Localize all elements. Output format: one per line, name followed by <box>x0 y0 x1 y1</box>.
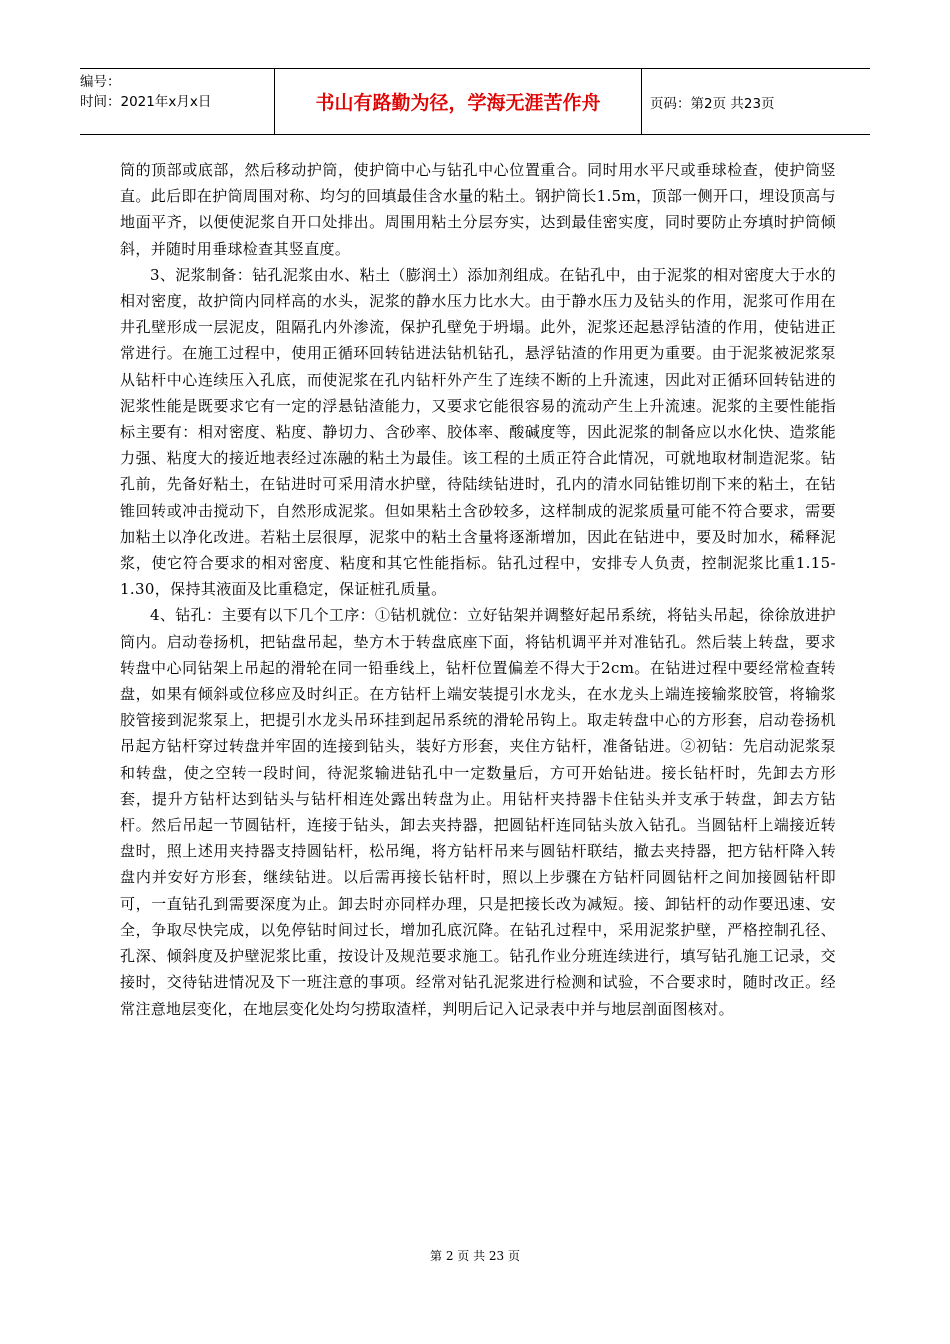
paragraph-mud-preparation: 3、泥浆制备：钻孔泥浆由水、粘土（膨润土）添加剂组成。在钻孔中，由于泥浆的相对密度大于水的相对密度，故护筒内同样高的水头，泥浆的静水压力比水大。由于静水压力及钻头的作用，泥浆可作用在井孔壁形成一层泥皮，阻隔孔内外渗流，保护孔壁免于坍塌。此外，泥浆还起悬浮钻渣的作用，使钻进正常进行。在施工过程中，使用正循环回转钻进法钻机钻孔，悬浮钻渣的作用更为重要。由于泥浆被泥浆泵从钻杆中心连续压入孔底，而使泥浆在孔内钻杆外产生了连续不断的上升流速，因此对正循环回转钻进的泥浆性能是既要求它有一定的浮悬钻渣能力，又要求它能很容易的流动产生上升流速。泥浆的主要性能指标主要有：相对密度、粘度、静切力、含砂率、胶体率、酸碱度等，因此泥浆的制备应以水化快、造浆能力强、粘度大的接近地表经过冻融的粘土为最佳。该工程的土质正符合此情况，可就地取材制造泥浆。钻孔前，先备好粘土，在钻进时可采用清水护壁，待陆续钻进时，孔内的清水同钻锥切削下来的粘土，在钻锥回转或冲击搅动下，自然形成泥浆。但如果粘土含砂较多，这样制成的泥浆质量可能不符合要求，需要加粘土以净化改进。若粘土层很厚，泥浆中的粘土含量将逐渐增加，因此在钻进中，要及时加水，稀释泥浆，使它符合要求的相对密度、粘度和其它性能指标。钻孔过程中，安排专人负责，控制泥浆比重1.15-1.30，保持其液面及比重稳定，保证桩孔质量。 <box>120 265 836 599</box>
header-page-number: 页码：第2页 共23页 <box>650 95 775 112</box>
page-footer: 第 2 页 共 23 页 <box>430 1249 520 1263</box>
paragraph-drilling: 4、钻孔：主要有以下几个工序：①钻机就位：立好钻架并调整好起吊系统，将钻头吊起，徐徐放进护筒内。启动卷扬机，把钻盘吊起，垫方木于转盘底座下面，将钻机调平并对准钻孔。然后装上转盘，要求转盘中心同钻架上吊起的滑轮在同一铅垂线上，钻杆位置偏差不得大于2cm。在钻进过程中要经常检查转盘，如果有倾斜或位移应及时纠正。在方钻杆上端安装提引水龙头，在水龙头上端连接输浆胶管，将输浆胶管接到泥浆泵上，把提引水龙头吊环挂到起吊系统的滑轮吊钩上。取走转盘中心的方形套，启动卷扬机吊起方钻杆穿过转盘并牢固的连接到钻头，装好方形套，夹住方钻杆，准备钻进。②初钻：先启动泥浆泵和转盘，使之空转一段时间，待泥浆输进钻孔中一定数量后，方可开始钻进。接长钻杆时，先卸去方形套，提升方钻杆达到钻头与钻杆相连处露出转盘为止。用钻杆夹持器卡住钻头并支承于转盘，卸去方钻杆。然后吊起一节圆钻杆，连接于钻头，卸去夹持器，把圆钻杆连同钻头放入钻孔。当圆钻杆上端接近转盘时，照上述用夹持器支持圆钻杆，松吊绳，将方钻杆吊来与圆钻杆联结，撤去夹持器，把方钻杆降入转盘内并安好方形套，继续钻进。以后需再接长钻杆时，照以上步骤在方钻杆同圆钻杆之间加接圆钻杆即可，一直钻孔到需要深度为止。卸去时亦同样办理，只是把接长改为减短。接、卸钻杆的动作要迅速、安全，争取尽快完成，以免停钻时间过长，增加孔底沉降。在钻孔过程中，采用泥浆护壁，严格控制孔径、孔深、倾斜度及护壁泥浆比重，按设计及规范要求施工。钻孔作业分班连续进行，填写钻孔施工记录，交接时，交待钻进情况及下一班注意的事项。经常对钻孔泥浆进行检测和试验，不合要求时，随时改正。经常注意地层变化，在地层变化处均匀捞取渣样，判明后记入记录表中并与地层剖面图核对。 <box>120 606 836 1018</box>
header-meta <box>80 69 274 134</box>
document-date-label: 时间：2021年x月x日 <box>80 94 212 110</box>
header-motto: 书山有路勤为径，学海无涯苦作舟 <box>274 69 642 134</box>
document-body <box>120 157 836 1022</box>
document-number-label: 编号： <box>80 74 121 90</box>
paragraph-continuation: 筒的顶部或底部，然后移动护筒，使护筒中心与钻孔中心位置重合。同时用水平尺或垂球检查，使护筒竖直。此后即在护筒周围对称、均匀的回填最佳含水量的粘土。钢护筒长1.5m，顶部一侧开口，埋设顶高与地面平齐，以便使泥浆自开口处排出。周围用粘土分层夯实，达到最佳密实度，同时要防止夯填时护筒倾斜，并随时用垂球检查其竖直度。 <box>120 161 836 258</box>
page-header <box>80 68 870 135</box>
